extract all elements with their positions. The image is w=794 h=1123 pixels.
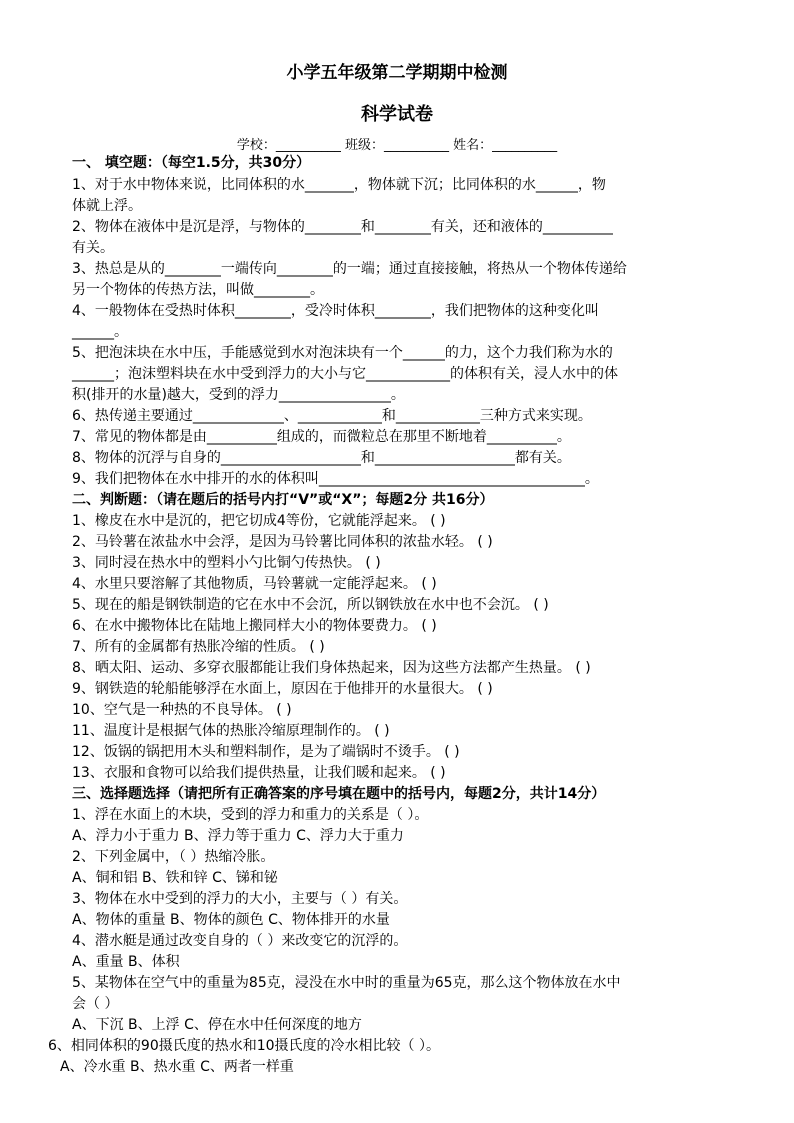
true-false-item: 6、在水中搬物体比在陆地上搬同样大小的物体要费力。 ( ) bbox=[72, 618, 437, 634]
true-false-item: 11、温度计是根据气体的热胀冷缩原理制作的。 ( ) bbox=[72, 723, 390, 739]
fill-blank-line: 1、对于水中物体来说，比同体积的水_______，物体就下沉；比同体积的水______，物 bbox=[72, 177, 606, 193]
true-false-item: 4、水里只要溶解了其他物质，马铃薯就一定能浮起来。 ( ) bbox=[72, 576, 437, 592]
fill-blank-line: 4、一般物体在受热时体积________，受冷时体积________，我们把物体的这种变化叫 bbox=[72, 303, 599, 319]
fill-blank-line: 有关。 bbox=[72, 240, 114, 256]
choice-options: A、冷水重 B、热水重 C、两者一样重 bbox=[60, 1059, 294, 1075]
fill-blank-line: 6、热传递主要通过_____________、____________和____________三种方式来实现。 bbox=[72, 408, 592, 424]
section-2-heading: 二、判断题：（请在题后的括号内打“V”或“X”；每题2分 共16分） bbox=[72, 492, 494, 508]
fill-blank-line: 8、物体的沉浮与自身的____________________和____________________都有关。 bbox=[72, 450, 571, 466]
choice-item: 2、下列金属中，（ ）热缩冷胀。 bbox=[72, 849, 275, 865]
section-1-heading: 一、 填空题：（每空1.5分，共30分） bbox=[72, 155, 311, 171]
choice-options: A、浮力小于重力 B、浮力等于重力 C、浮力大于重力 bbox=[72, 828, 404, 844]
true-false-item: 5、现在的船是钢铁制造的它在水中不会沉，所以钢铁放在水中也不会沉。 ( ) bbox=[72, 597, 549, 613]
choice-options: A、铜和铝 B、铁和锌 C、锑和铋 bbox=[72, 870, 278, 886]
choice-item: 3、物体在水中受到的浮力的大小，主要与（ ）有关。 bbox=[72, 891, 408, 907]
fill-blank-line: 9、我们把物体在水中排开的水的体积叫______________________________________。 bbox=[72, 471, 599, 487]
choice-item: 5、某物体在空气中的重量为85克，浸没在水中时的重量为65克，那么这个物体放在水中 bbox=[72, 975, 621, 991]
fill-blank-line: 3、热总是从的________一端传向________的一端；通过直接接触，将热从一个物体传递给 bbox=[72, 261, 627, 277]
true-false-item: 2、马铃薯在浓盐水中会浮，是因为马铃薯比同体积的浓盐水轻。 ( ) bbox=[72, 534, 493, 550]
choice-options: A、物体的重量 B、物体的颜色 C、物体排开的水量 bbox=[72, 912, 390, 928]
fill-blank-line: ______；泡沫塑料块在水中受到浮力的大小与它____________的体积有关，浸人水中的体 bbox=[72, 366, 618, 382]
true-false-item: 3、同时浸在热水中的塑料小勺比铜勺传热快。 ( ) bbox=[72, 555, 381, 571]
true-false-item: 7、所有的金属都有热胀冷缩的性质。 ( ) bbox=[72, 639, 325, 655]
choice-item: 6、相同体积的90摄氏度的热水和10摄氏度的冷水相比较（ ）。 bbox=[48, 1038, 440, 1054]
exam-subtitle: 科学试卷 bbox=[361, 104, 433, 125]
fill-blank-line: 7、常见的物体都是由__________组成的，而微粒总在那里不断地着__________。 bbox=[72, 429, 571, 445]
fill-blank-line: 另一个物体的传热方法，叫做________。 bbox=[72, 282, 324, 298]
fill-blank-line: 5、把泡沫块在水中压，手能感觉到水对泡沫块有一个______的力，这个力我们称为水的 bbox=[72, 345, 613, 361]
fill-blank-line: 2、物体在液体中是沉是浮，与物体的________和________有关，还和液体的__________ bbox=[72, 219, 613, 235]
true-false-item: 13、衣服和食物可以给我们提供热量，让我们暖和起来。 ( ) bbox=[72, 765, 446, 781]
true-false-item: 12、饭锅的锅把用木头和塑料制作，是为了端锅时不烫手。 ( ) bbox=[72, 744, 460, 760]
choice-options: A、下沉 B、上浮 C、停在水中任何深度的地方 bbox=[72, 1017, 362, 1033]
exam-title: 小学五年级第二学期期中检测 bbox=[286, 63, 508, 83]
true-false-item: 9、钢铁造的轮船能够浮在水面上，原因在于他排开的水量很大。 ( ) bbox=[72, 681, 493, 697]
true-false-item: 10、空气是一种热的不良导体。 ( ) bbox=[72, 702, 292, 718]
choice-item: 会（ ） bbox=[72, 996, 119, 1012]
choice-options: A、重量 B、体积 bbox=[72, 954, 180, 970]
true-false-item: 1、橡皮在水中是沉的，把它切成4等份，它就能浮起来。 ( ) bbox=[72, 513, 446, 529]
true-false-item: 8、晒太阳、运动、多穿衣服都能让我们身体热起来，因为这些方法都产生热量。 ( ) bbox=[72, 660, 591, 676]
student-info-line: 学校：__________ 班级：__________ 姓名：__________ bbox=[236, 138, 558, 153]
choice-item: 4、潜水艇是通过改变自身的（ ）来改变它的沉浮的。 bbox=[72, 933, 408, 949]
fill-blank-line: ______。 bbox=[72, 324, 128, 340]
section-3-heading: 三、选择题选择（请把所有正确答案的序号填在题中的括号内，每题2分，共计14分） bbox=[72, 786, 606, 802]
fill-blank-line: 积(排开的水量)越大，受到的浮力________________。 bbox=[72, 387, 405, 403]
choice-item: 1、浮在水面上的木块，受到的浮力和重力的关系是（ ）。 bbox=[72, 807, 429, 823]
fill-blank-line: 体就上浮。 bbox=[72, 198, 142, 214]
